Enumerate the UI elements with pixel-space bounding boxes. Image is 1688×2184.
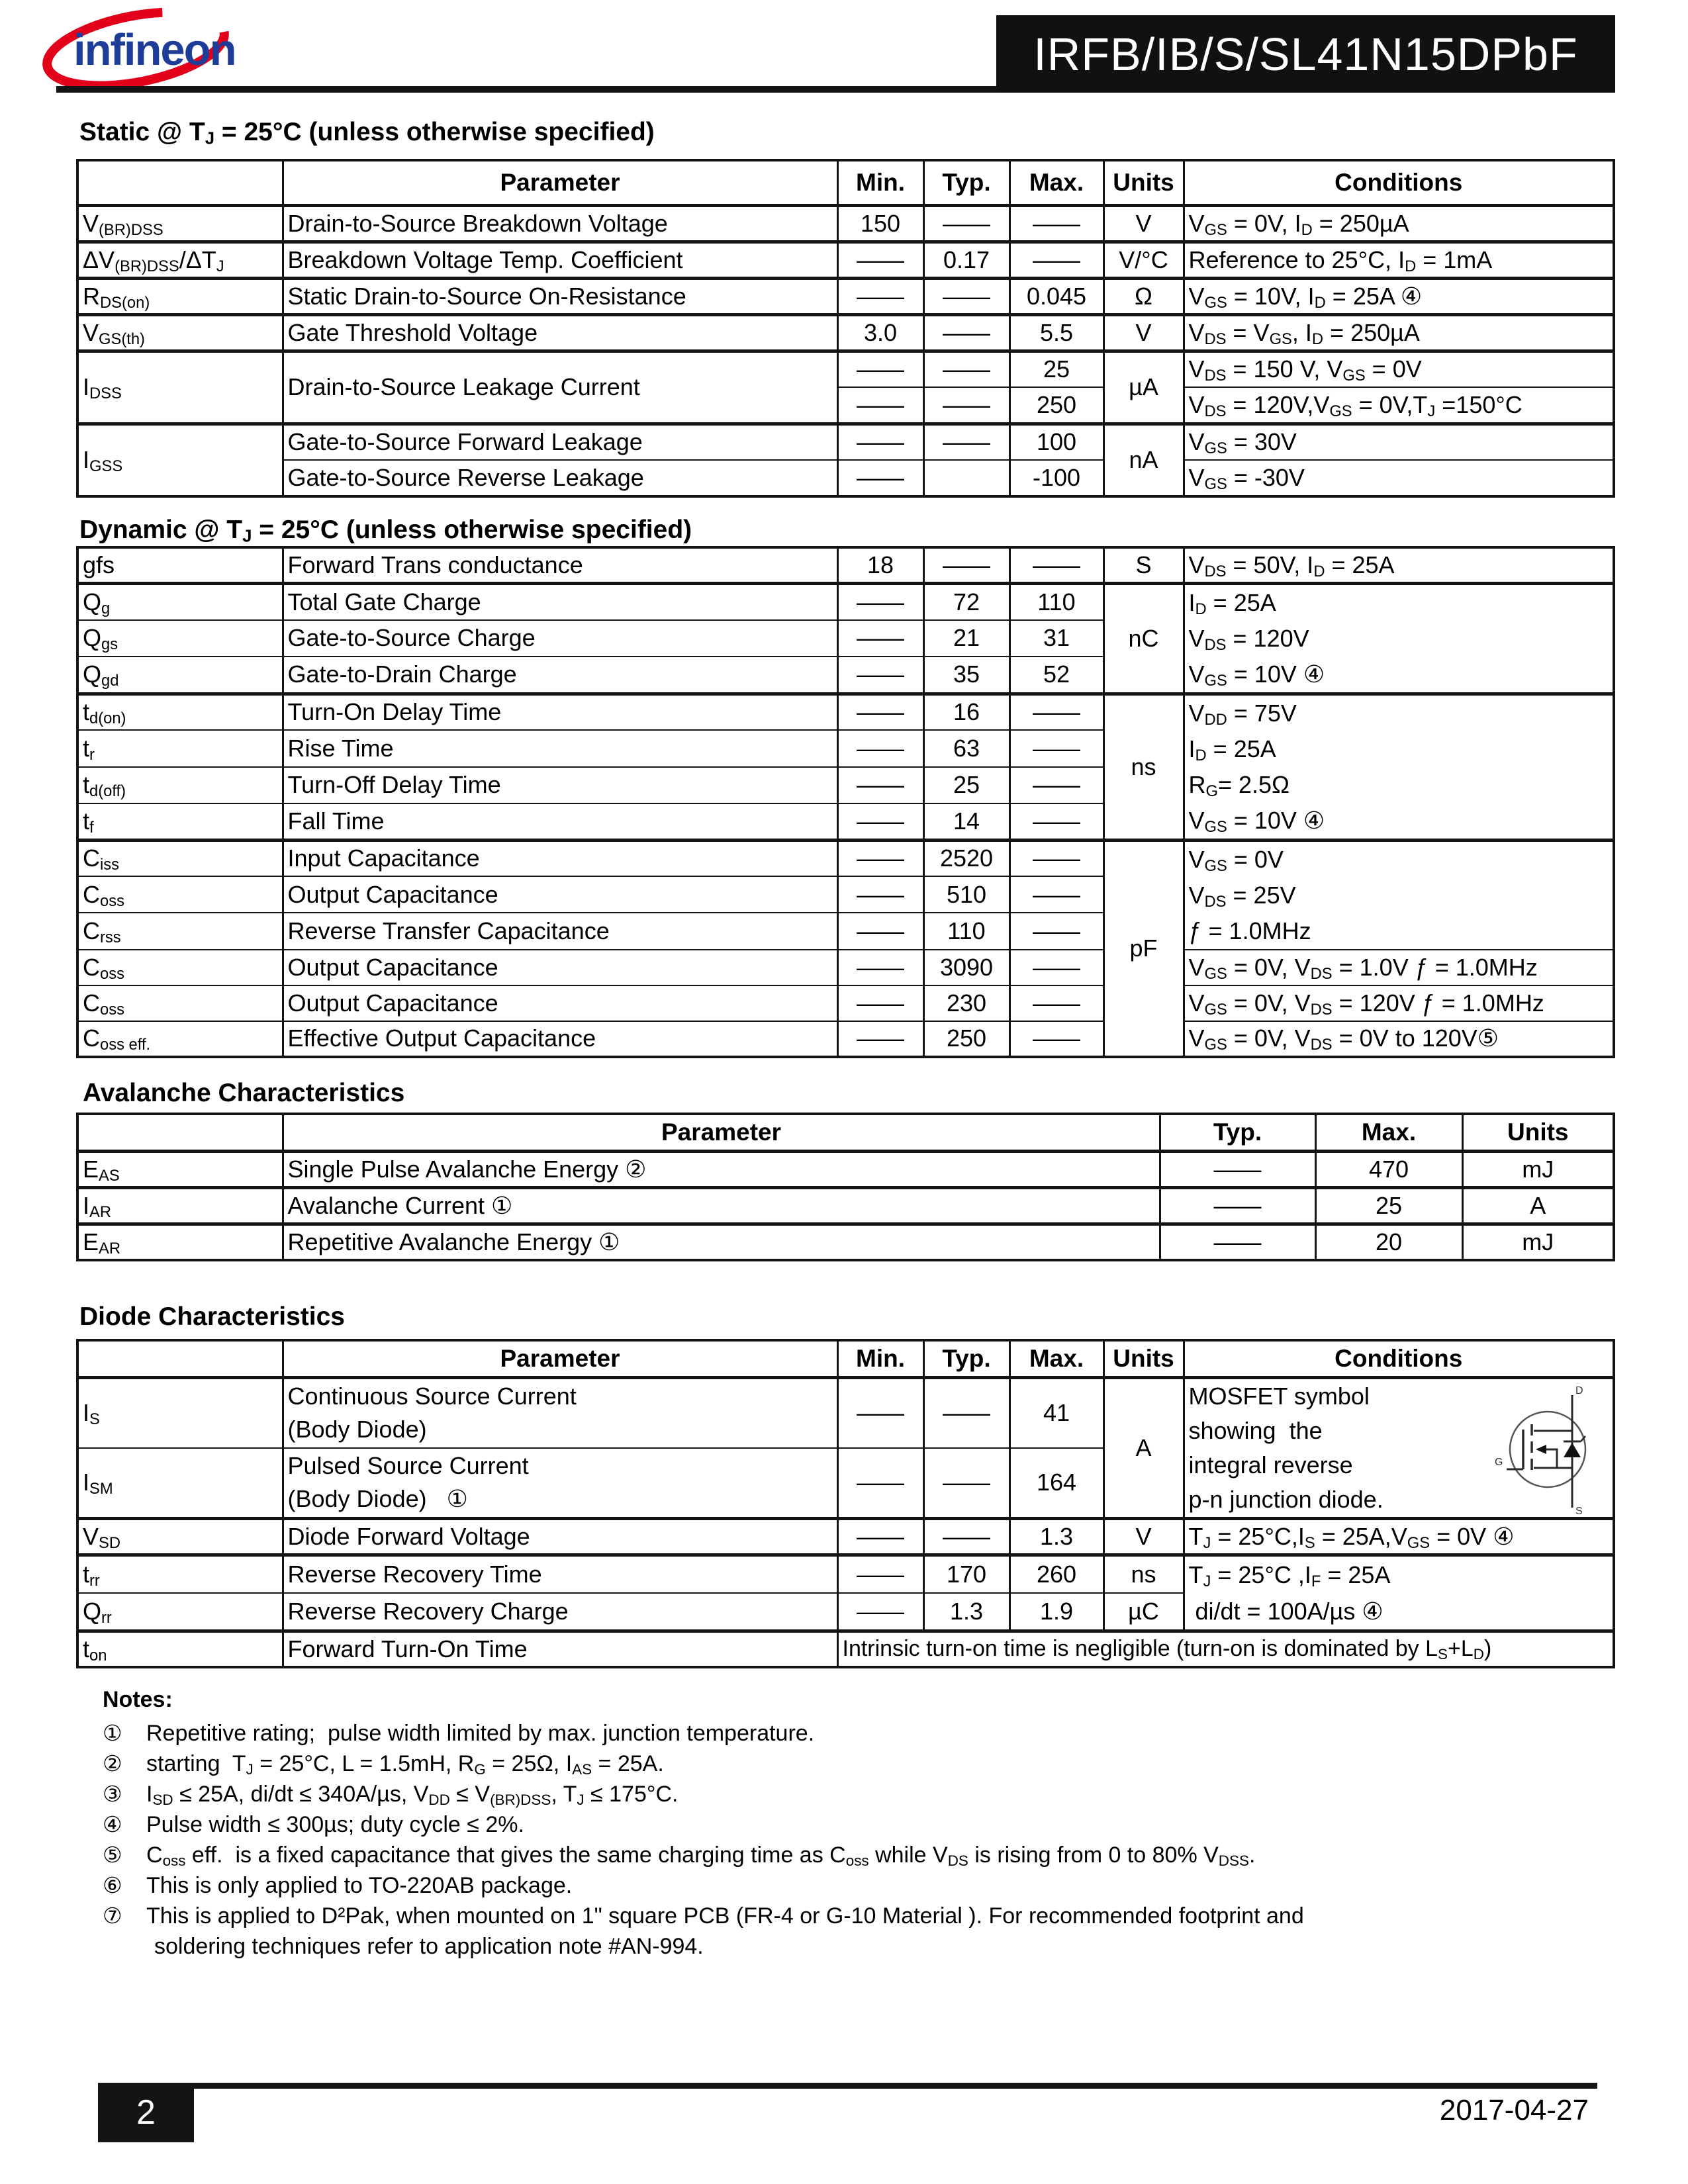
typ-cell: 2520 xyxy=(923,840,1009,876)
typ-header: Typ. xyxy=(923,160,1009,205)
min-cell: —— xyxy=(837,657,923,694)
typ-cell: 16 xyxy=(923,694,1009,730)
typ-cell: —— xyxy=(923,205,1009,242)
typ-cell: —— xyxy=(923,1448,1009,1519)
table-row xyxy=(77,1377,1614,1448)
table-row xyxy=(77,424,1614,460)
diode-section-title: Diode Characteristics xyxy=(79,1302,345,1331)
note-marker: ① xyxy=(103,1721,122,1745)
typ-cell: —— xyxy=(923,1377,1009,1448)
symbol-cell: $E_{AS}$ xyxy=(77,1151,283,1187)
typ-cell: 25 xyxy=(923,767,1009,803)
note-text: Repetitive rating; pulse width limited by max. junction temperature. xyxy=(146,1721,815,1746)
min-cell: —— xyxy=(837,583,923,620)
conditions-cell: $V_{DS} = V_{GS}$, $I_D = 250\mu A$ xyxy=(1184,314,1614,351)
conditions-cell: $V_{GS} = 10V$, $I_D = 25A$ ④ xyxy=(1184,278,1614,314)
note-marker: ④ xyxy=(103,1812,122,1837)
note-item xyxy=(103,1809,1612,1840)
parameter-cell: Turn-Off Delay Time xyxy=(283,767,837,803)
max-cell: —— xyxy=(1009,913,1103,949)
max-cell: 0.045 xyxy=(1009,278,1103,314)
note-marker: ⑥ xyxy=(103,1873,122,1897)
max-cell: 25 xyxy=(1315,1187,1462,1224)
min-cell: 150 xyxy=(837,205,923,242)
units-cell: pF xyxy=(1103,840,1184,1057)
parameter-cell xyxy=(283,1448,837,1519)
dynamic-section-title: Dynamic @ $T_J = 25^\circ C$ (unless otherwise specified) xyxy=(79,516,692,546)
note-text: soldering techniques refer to application note #AN-994. xyxy=(154,1934,704,1959)
symbol-cell: $C_{oss}$ xyxy=(77,876,283,913)
static-table xyxy=(76,159,1615,498)
units-cell: V xyxy=(1103,314,1184,351)
symbol-cell: $V_{(BR)DSS}$ xyxy=(77,205,283,242)
table-row xyxy=(77,1187,1614,1224)
parameter-cell: Reverse Recovery Time xyxy=(283,1555,837,1593)
note-marker: ⑦ xyxy=(103,1903,122,1928)
table-header-row xyxy=(77,160,1614,205)
min-cell: —— xyxy=(837,242,923,278)
parameter-cell: Gate-to-Source Forward Leakage xyxy=(283,424,837,460)
max-cell: 250 xyxy=(1009,387,1103,424)
conditions-cell xyxy=(1184,694,1614,840)
max-header: Max. xyxy=(1315,1114,1462,1151)
conditions-cell: $V_{DS} = 150$ V, $V_{GS} = 0V$ xyxy=(1184,351,1614,387)
units-header: Units xyxy=(1103,160,1184,205)
max-cell: —— xyxy=(1009,205,1103,242)
min-cell: —— xyxy=(837,1518,923,1555)
symbol-cell: $C_{oss}$ xyxy=(77,985,283,1021)
notes-title: Notes: xyxy=(103,1687,173,1712)
table-row xyxy=(77,1224,1614,1260)
conditions-cell xyxy=(1184,583,1614,694)
max-cell: —— xyxy=(1009,840,1103,876)
symbol-cell: $Q_g$ xyxy=(77,583,283,620)
table-row xyxy=(77,460,1614,496)
min-cell: —— xyxy=(837,803,923,840)
symbol-cell: gfs xyxy=(77,547,283,583)
parameter-cell: Turn-On Delay Time xyxy=(283,694,837,730)
symbol-cell: $R_{DS(on)}$ xyxy=(77,278,283,314)
parameter-line: (Body Diode) xyxy=(287,1416,427,1443)
min-cell: —— xyxy=(837,767,923,803)
min-cell: —— xyxy=(837,730,923,766)
conditions-cell: $V_{GS} = -30V$ xyxy=(1184,460,1614,496)
max-cell: 110 xyxy=(1009,583,1103,620)
condition-line: ƒ = 1.0MHz xyxy=(1188,917,1311,944)
symbol-cell: $t_{on}$ xyxy=(77,1631,283,1667)
typ-cell: —— xyxy=(923,547,1009,583)
parameter-line: Pulsed Source Current xyxy=(287,1452,529,1479)
min-cell: —— xyxy=(837,424,923,460)
condition-line: $V_{DD} = 75V$ xyxy=(1188,699,1297,729)
symbol-cell: $I_{DSS}$ xyxy=(77,351,283,424)
note-marker: ③ xyxy=(103,1782,122,1806)
parameter-cell: Single Pulse Avalanche Energy ② xyxy=(283,1151,1160,1187)
units-cell: V xyxy=(1103,1518,1184,1555)
parameter-cell: Input Capacitance xyxy=(283,840,837,876)
units-cell: mJ xyxy=(1462,1151,1614,1187)
typ-cell: —— xyxy=(923,387,1009,424)
parameter-cell: Forward Trans conductance xyxy=(283,547,837,583)
min-cell: —— xyxy=(837,620,923,657)
condition-line: $V_{DS} = 25V$ xyxy=(1188,881,1296,911)
parameter-header: Parameter xyxy=(283,160,837,205)
note-item xyxy=(103,1931,1612,1962)
max-cell: -100 xyxy=(1009,460,1103,496)
page-number: 2 xyxy=(136,2093,156,2132)
units-cell: ns xyxy=(1103,1555,1184,1593)
symbol-cell: $I_S$ xyxy=(77,1377,283,1448)
typ-cell: —— xyxy=(923,1518,1009,1555)
table-row xyxy=(77,1518,1614,1555)
typ-cell: 0.17 xyxy=(923,242,1009,278)
symbol-cell: $I_{GSS}$ xyxy=(77,424,283,496)
typ-cell: 35 xyxy=(923,657,1009,694)
symbol-header xyxy=(77,1340,283,1377)
parameter-cell: Diode Forward Voltage xyxy=(283,1518,837,1555)
table-row xyxy=(77,1021,1614,1057)
note-item xyxy=(103,1840,1612,1870)
symbol-cell: $E_{AR}$ xyxy=(77,1224,283,1260)
avalanche-section-title: Avalanche Characteristics xyxy=(83,1079,405,1107)
mosfet-gate-label: G xyxy=(1495,1456,1503,1468)
table-row xyxy=(77,694,1614,730)
table-row xyxy=(77,242,1614,278)
parameter-cell: Gate-to-Source Reverse Leakage xyxy=(283,460,837,496)
units-cell: ns xyxy=(1103,694,1184,840)
parameter-cell: Rise Time xyxy=(283,730,837,766)
min-header: Min. xyxy=(837,160,923,205)
max-cell: 31 xyxy=(1009,620,1103,657)
dynamic-table xyxy=(76,546,1615,1058)
typ-cell: —— xyxy=(1160,1224,1315,1260)
units-cell: A xyxy=(1462,1187,1614,1224)
condition-line: $I_D = 25A$ xyxy=(1188,588,1276,618)
table-row xyxy=(77,985,1614,1021)
note-text: $C_{oss}$ eff. is a fixed capacitance that gives the same charging time as $C_{oss}$ while $V_{DS}$ is rising from 0 to 80% $V_{DSS}$. xyxy=(146,1843,1256,1869)
part-number: IRFB/IB/S/SL41N15DPbF xyxy=(1033,28,1578,80)
conditions-header: Conditions xyxy=(1184,160,1614,205)
conditions-cell: $V_{DS} = 50V$, $I_D = 25A$ xyxy=(1184,547,1614,583)
symbol-cell: $t_f$ xyxy=(77,803,283,840)
part-number-banner xyxy=(996,15,1615,93)
units-cell: V xyxy=(1103,205,1184,242)
typ-cell: —— xyxy=(923,314,1009,351)
max-cell: 25 xyxy=(1009,351,1103,387)
max-cell: 260 xyxy=(1009,1555,1103,1593)
condition-line: $T_J = 25^\circ C$ $,I_F = 25A$ xyxy=(1188,1561,1391,1590)
typ-cell: —— xyxy=(923,278,1009,314)
mosfet-source-label: S xyxy=(1575,1505,1583,1517)
conditions-cell xyxy=(1184,840,1614,950)
symbol-header xyxy=(77,160,283,205)
units-header: Units xyxy=(1462,1114,1614,1151)
units-cell: S xyxy=(1103,547,1184,583)
parameter-line: Continuous Source Current xyxy=(287,1383,577,1410)
condition-line: $V_{GS} = 0V$ xyxy=(1188,845,1284,875)
typ-cell: 250 xyxy=(923,1021,1009,1057)
note-item xyxy=(103,1870,1612,1901)
diode-table xyxy=(76,1339,1615,1668)
typ-cell: 110 xyxy=(923,913,1009,949)
typ-cell: 14 xyxy=(923,803,1009,840)
page-number-box xyxy=(98,2083,194,2142)
min-cell: —— xyxy=(837,694,923,730)
parameter-cell: Forward Turn-On Time xyxy=(283,1631,837,1667)
min-cell: —— xyxy=(837,460,923,496)
min-cell: —— xyxy=(837,840,923,876)
table-row xyxy=(77,314,1614,351)
typ-cell: 510 xyxy=(923,876,1009,913)
max-cell: —— xyxy=(1009,950,1103,985)
max-header: Max. xyxy=(1009,160,1103,205)
conditions-cell: $V_{GS} = 0V$, $V_{DS} = 1.0V$ ƒ = 1.0MHz xyxy=(1184,950,1614,985)
symbol-cell: $I_{SM}$ xyxy=(77,1448,283,1519)
symbol-cell: $V_{GS(th)}$ xyxy=(77,314,283,351)
conditions-cell xyxy=(1184,1555,1614,1631)
note-item xyxy=(103,1901,1612,1931)
max-cell: 470 xyxy=(1315,1151,1462,1187)
symbol-cell: $t_{d(off)}$ xyxy=(77,767,283,803)
table-header-row xyxy=(77,1114,1614,1151)
note-text: $I_{SD} \le 25A$, di/dt ≤ 340A/µs, $V_{DD} \le V_{(BR)DSS}$, $T_J \le 175^\circ C$. xyxy=(146,1782,679,1808)
min-cell: —— xyxy=(837,985,923,1021)
note-item xyxy=(103,1749,1612,1779)
table-row xyxy=(77,1631,1614,1667)
condition-line: integral reverse xyxy=(1188,1451,1353,1479)
typ-cell: 1.3 xyxy=(923,1593,1009,1631)
max-cell: 1.9 xyxy=(1009,1593,1103,1631)
infineon-logo-graphic xyxy=(36,5,235,89)
parameter-cell: Reverse Recovery Charge xyxy=(283,1593,837,1631)
typ-header: Typ. xyxy=(923,1340,1009,1377)
table-row xyxy=(77,1151,1614,1187)
logo-wordmark: infineon xyxy=(73,25,235,75)
typ-cell: 63 xyxy=(923,730,1009,766)
parameter-cell: Drain-to-Source Breakdown Voltage xyxy=(283,205,837,242)
units-cell: nC xyxy=(1103,583,1184,694)
min-cell: —— xyxy=(837,387,923,424)
notes-section xyxy=(103,1686,1612,1962)
typ-cell: —— xyxy=(1160,1151,1315,1187)
note-marker xyxy=(103,1931,146,1962)
note-text: Pulse width ≤ 300µs; duty cycle ≤ 2%. xyxy=(146,1812,524,1837)
symbol-cell: $Q_{rr}$ xyxy=(77,1593,283,1631)
max-cell: 20 xyxy=(1315,1224,1462,1260)
symbol-cell: $Q_{gd}$ xyxy=(77,657,283,694)
min-cell: —— xyxy=(837,950,923,985)
min-cell: —— xyxy=(837,1593,923,1631)
note-text: This is applied to D²Pak, when mounted on 1" square PCB (FR-4 or G-10 Material ). For recommended footprint and xyxy=(146,1903,1304,1929)
units-cell: mJ xyxy=(1462,1224,1614,1260)
table-row xyxy=(77,1555,1614,1593)
min-cell: 3.0 xyxy=(837,314,923,351)
min-cell: —— xyxy=(837,876,923,913)
max-cell: —— xyxy=(1009,730,1103,766)
typ-cell: —— xyxy=(1160,1187,1315,1224)
table-row xyxy=(77,583,1614,620)
condition-line: di/dt = 100A/µs ④ xyxy=(1188,1597,1383,1625)
condition-line: $I_D = 25A$ xyxy=(1188,735,1276,764)
typ-cell: —— xyxy=(923,424,1009,460)
typ-cell: 230 xyxy=(923,985,1009,1021)
max-cell: 5.5 xyxy=(1009,314,1103,351)
table-row xyxy=(77,950,1614,985)
condition-line: MOSFET symbol xyxy=(1188,1382,1370,1410)
parameter-cell: Output Capacitance xyxy=(283,950,837,985)
max-cell: —— xyxy=(1009,803,1103,840)
max-cell: —— xyxy=(1009,1021,1103,1057)
typ-cell: 170 xyxy=(923,1555,1009,1593)
note-text: This is only applied to TO-220AB package. xyxy=(146,1873,573,1898)
parameter-cell: Gate Threshold Voltage xyxy=(283,314,837,351)
parameter-cell: Effective Output Capacitance xyxy=(283,1021,837,1057)
max-cell: —— xyxy=(1009,876,1103,913)
avalanche-table xyxy=(76,1113,1615,1261)
typ-cell: 21 xyxy=(923,620,1009,657)
conditions-cell xyxy=(1184,1377,1614,1518)
parameter-cell: Fall Time xyxy=(283,803,837,840)
static-section-title: Static @ $T_J = 25^\circ C$ (unless otherwise specified) xyxy=(79,118,655,148)
condition-line: $V_{DS} = 120V$ xyxy=(1188,624,1309,654)
note-marker: ⑤ xyxy=(103,1843,122,1867)
table-row xyxy=(77,278,1614,314)
symbol-cell: $C_{iss}$ xyxy=(77,840,283,876)
conditions-cell: Reference to 25°C, $I_D = 1mA$ xyxy=(1184,242,1614,278)
max-cell: 41 xyxy=(1009,1377,1103,1448)
symbol-cell: $I_{AR}$ xyxy=(77,1187,283,1224)
parameter-cell: Output Capacitance xyxy=(283,985,837,1021)
parameter-cell: Output Capacitance xyxy=(283,876,837,913)
parameter-cell: Avalanche Current ① xyxy=(283,1187,1160,1224)
table-header-row xyxy=(77,1340,1614,1377)
min-cell: —— xyxy=(837,278,923,314)
parameter-cell: Breakdown Voltage Temp. Coefficient xyxy=(283,242,837,278)
note-cell: Intrinsic turn-on time is negligible (turn-on is dominated by $L_S+L_D$) xyxy=(837,1631,1614,1667)
condition-line: $V_{GS} = 10V$ ④ xyxy=(1188,806,1325,836)
max-header: Max. xyxy=(1009,1340,1103,1377)
max-cell: —— xyxy=(1009,547,1103,583)
symbol-cell: $\Delta V_{(BR)DSS}/\Delta T_J$ xyxy=(77,242,283,278)
symbol-cell: $C_{oss eff.}$ xyxy=(77,1021,283,1057)
table-row xyxy=(77,547,1614,583)
symbol-cell: $t_{rr}$ xyxy=(77,1555,283,1593)
mosfet-drain-label: D xyxy=(1575,1385,1583,1396)
note-text: starting $T_J = 25^\circ C$, L = 1.5mH, $R_G = 25\Omega$, $I_{AS} = 25A$. xyxy=(146,1751,664,1778)
table-row xyxy=(77,205,1614,242)
table-row xyxy=(77,840,1614,876)
parameter-cell: Total Gate Charge xyxy=(283,583,837,620)
min-cell: —— xyxy=(837,1448,923,1519)
max-cell: —— xyxy=(1009,767,1103,803)
infineon-logo xyxy=(36,5,235,89)
min-cell: —— xyxy=(837,1555,923,1593)
conditions-cell: $T_J = 25^\circ C,I_S = 25A,V_{GS} = 0V$ ④ xyxy=(1184,1518,1614,1555)
min-cell: —— xyxy=(837,351,923,387)
units-cell: µC xyxy=(1103,1593,1184,1631)
condition-line: p-n junction diode. xyxy=(1188,1485,1383,1513)
min-cell: —— xyxy=(837,1377,923,1448)
conditions-cell: $V_{GS} = 0V$, $I_D = 250\mu A$ xyxy=(1184,205,1614,242)
units-cell: A xyxy=(1103,1377,1184,1518)
symbol-cell: $Q_{gs}$ xyxy=(77,620,283,657)
max-cell: —— xyxy=(1009,242,1103,278)
symbol-cell: $t_r$ xyxy=(77,730,283,766)
footer-rule xyxy=(98,2083,1597,2089)
typ-cell: 72 xyxy=(923,583,1009,620)
min-cell: —— xyxy=(837,1021,923,1057)
symbol-cell: $C_{rss}$ xyxy=(77,913,283,949)
parameter-header: Parameter xyxy=(283,1340,837,1377)
footer-date: 2017-04-27 xyxy=(1439,2094,1589,2126)
condition-line: $V_{GS} = 10V$ ④ xyxy=(1188,660,1325,690)
symbol-cell: $V_{SD}$ xyxy=(77,1518,283,1555)
units-cell: Ω xyxy=(1103,278,1184,314)
parameter-line: (Body Diode) ① xyxy=(287,1485,468,1512)
parameter-cell: Gate-to-Drain Charge xyxy=(283,657,837,694)
units-cell: µA xyxy=(1103,351,1184,424)
parameter-cell: Drain-to-Source Leakage Current xyxy=(283,351,837,424)
parameter-header: Parameter xyxy=(283,1114,1160,1151)
parameter-cell: Static Drain-to-Source On-Resistance xyxy=(283,278,837,314)
condition-line: showing the xyxy=(1188,1416,1323,1444)
note-marker: ② xyxy=(103,1751,122,1776)
units-cell: nA xyxy=(1103,424,1184,496)
conditions-header: Conditions xyxy=(1184,1340,1614,1377)
units-header: Units xyxy=(1103,1340,1184,1377)
note-item xyxy=(103,1718,1612,1749)
typ-cell xyxy=(923,460,1009,496)
conditions-cell: $V_{GS} = 0V$, $V_{DS} = 120V$ ƒ = 1.0MHz xyxy=(1184,985,1614,1021)
conditions-cell: $V_{DS} = 120V,V_{GS} = 0V,T_J =150^\circ C$ xyxy=(1184,387,1614,424)
note-item xyxy=(103,1779,1612,1809)
typ-cell: 3090 xyxy=(923,950,1009,985)
parameter-cell: Repetitive Avalanche Energy ① xyxy=(283,1224,1160,1260)
mosfet-symbol-icon xyxy=(1492,1382,1605,1517)
symbol-cell: $C_{oss}$ xyxy=(77,950,283,985)
conditions-cell: $V_{GS} = 0V$, $V_{DS} = 0V$ to 120V⑤ xyxy=(1184,1021,1614,1057)
parameter-cell: Reverse Transfer Capacitance xyxy=(283,913,837,949)
typ-cell: —— xyxy=(923,351,1009,387)
typ-header: Typ. xyxy=(1160,1114,1315,1151)
condition-line: $R_G= 2.5\Omega$ xyxy=(1188,770,1289,800)
conditions-cell: $V_{GS} = 30V$ xyxy=(1184,424,1614,460)
parameter-cell: Gate-to-Source Charge xyxy=(283,620,837,657)
max-cell: 100 xyxy=(1009,424,1103,460)
max-cell: 1.3 xyxy=(1009,1518,1103,1555)
min-header: Min. xyxy=(837,1340,923,1377)
max-cell: 164 xyxy=(1009,1448,1103,1519)
table-row xyxy=(77,351,1614,387)
min-cell: 18 xyxy=(837,547,923,583)
min-cell: —— xyxy=(837,913,923,949)
units-cell: V/°C xyxy=(1103,242,1184,278)
max-cell: 52 xyxy=(1009,657,1103,694)
symbol-cell: $t_{d(on)}$ xyxy=(77,694,283,730)
max-cell: —— xyxy=(1009,694,1103,730)
parameter-cell xyxy=(283,1377,837,1448)
symbol-header xyxy=(77,1114,283,1151)
max-cell: —— xyxy=(1009,985,1103,1021)
